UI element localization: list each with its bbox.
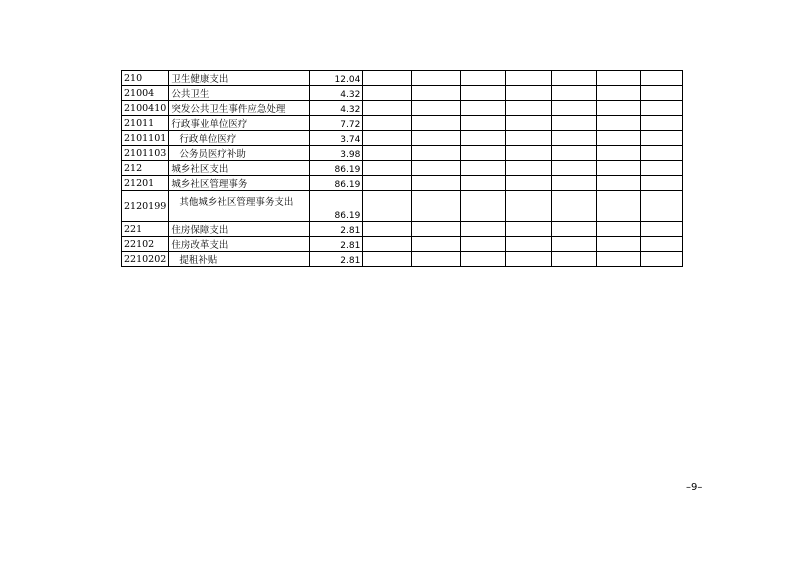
empty-cell xyxy=(461,116,506,131)
table-row xyxy=(122,116,683,131)
empty-cell xyxy=(412,101,461,116)
row-code: 221 xyxy=(122,222,169,237)
row-code: 2210202 xyxy=(122,252,169,267)
empty-cell xyxy=(461,191,506,222)
empty-cell xyxy=(597,252,641,267)
row-amount: 86.19 xyxy=(310,191,363,222)
empty-cell xyxy=(641,191,683,222)
row-name xyxy=(169,86,310,101)
empty-cell xyxy=(412,131,461,146)
table-row xyxy=(122,101,683,116)
table-row xyxy=(122,252,683,267)
row-name xyxy=(169,237,310,252)
empty-cell xyxy=(363,237,412,252)
empty-cell xyxy=(641,146,683,161)
empty-cell xyxy=(363,176,412,191)
row-code: 22102 xyxy=(122,237,169,252)
empty-cell xyxy=(597,191,641,222)
empty-cell xyxy=(597,116,641,131)
empty-cell xyxy=(363,146,412,161)
row-name-text: 住房保障支出 xyxy=(171,225,229,236)
row-amount: 4.32 xyxy=(310,101,363,116)
empty-cell xyxy=(641,222,683,237)
empty-cell xyxy=(461,86,506,101)
row-code: 212 xyxy=(122,161,169,176)
empty-cell xyxy=(412,161,461,176)
empty-cell xyxy=(552,161,597,176)
empty-cell xyxy=(597,131,641,146)
table-row xyxy=(122,237,683,252)
empty-cell xyxy=(461,131,506,146)
empty-cell xyxy=(506,86,552,101)
row-name xyxy=(169,101,310,116)
row-code: 2101103 xyxy=(122,146,169,161)
empty-cell xyxy=(552,176,597,191)
row-amount: 3.98 xyxy=(310,146,363,161)
empty-cell xyxy=(552,131,597,146)
empty-cell xyxy=(412,71,461,86)
empty-cell xyxy=(363,131,412,146)
table-row xyxy=(122,161,683,176)
empty-cell xyxy=(363,101,412,116)
empty-cell xyxy=(641,71,683,86)
table-row xyxy=(122,191,683,222)
empty-cell xyxy=(552,191,597,222)
row-code: 21201 xyxy=(122,176,169,191)
empty-cell xyxy=(412,176,461,191)
empty-cell xyxy=(412,116,461,131)
empty-cell xyxy=(552,146,597,161)
empty-cell xyxy=(506,252,552,267)
empty-cell xyxy=(597,71,641,86)
empty-cell xyxy=(641,131,683,146)
row-name xyxy=(169,191,310,222)
empty-cell xyxy=(506,237,552,252)
row-amount: 4.32 xyxy=(310,86,363,101)
empty-cell xyxy=(506,131,552,146)
row-name-text: 城乡社区管理事务 xyxy=(171,179,248,190)
empty-cell xyxy=(363,191,412,222)
row-name-text: 突发公共卫生事件应急处理 xyxy=(171,104,286,115)
row-name xyxy=(169,222,310,237)
row-amount: 2.81 xyxy=(310,252,363,267)
empty-cell xyxy=(363,161,412,176)
empty-cell xyxy=(363,86,412,101)
empty-cell xyxy=(506,146,552,161)
empty-cell xyxy=(363,222,412,237)
empty-cell xyxy=(641,86,683,101)
empty-cell xyxy=(412,222,461,237)
row-amount: 2.81 xyxy=(310,222,363,237)
row-name-text: 行政事业单位医疗 xyxy=(171,119,248,130)
empty-cell xyxy=(461,161,506,176)
empty-cell xyxy=(597,237,641,252)
empty-cell xyxy=(412,237,461,252)
table-row xyxy=(122,131,683,146)
empty-cell xyxy=(461,71,506,86)
empty-cell xyxy=(597,161,641,176)
row-name xyxy=(169,176,310,191)
table-row xyxy=(122,71,683,86)
empty-cell xyxy=(641,116,683,131)
empty-cell xyxy=(412,146,461,161)
row-name-text: 行政单位医疗 xyxy=(179,134,237,145)
empty-cell xyxy=(597,101,641,116)
row-name-text: 城乡社区支出 xyxy=(171,164,229,175)
row-amount: 2.81 xyxy=(310,237,363,252)
row-name xyxy=(169,146,310,161)
expenditure-table xyxy=(121,70,683,267)
table-row xyxy=(122,176,683,191)
row-name xyxy=(169,116,310,131)
empty-cell xyxy=(641,161,683,176)
empty-cell xyxy=(641,252,683,267)
row-code: 2101101 xyxy=(122,131,169,146)
empty-cell xyxy=(552,222,597,237)
empty-cell xyxy=(506,161,552,176)
row-name-text: 卫生健康支出 xyxy=(171,74,229,85)
row-name xyxy=(169,71,310,86)
row-code: 21004 xyxy=(122,86,169,101)
row-name-text: 其他城乡社区管理事务支出 xyxy=(179,197,294,208)
empty-cell xyxy=(552,116,597,131)
empty-cell xyxy=(461,237,506,252)
empty-cell xyxy=(597,222,641,237)
empty-cell xyxy=(552,252,597,267)
row-amount: 3.74 xyxy=(310,131,363,146)
table-row xyxy=(122,86,683,101)
empty-cell xyxy=(597,146,641,161)
row-name xyxy=(169,131,310,146)
row-name-text: 住房改革支出 xyxy=(171,240,229,251)
page-number: –9– xyxy=(686,482,703,493)
empty-cell xyxy=(506,191,552,222)
empty-cell xyxy=(412,86,461,101)
table-row xyxy=(122,222,683,237)
row-code: 2100410 xyxy=(122,101,169,116)
row-name-text: 提租补贴 xyxy=(179,255,218,266)
empty-cell xyxy=(597,86,641,101)
empty-cell xyxy=(597,176,641,191)
empty-cell xyxy=(641,237,683,252)
empty-cell xyxy=(552,237,597,252)
row-name xyxy=(169,252,310,267)
row-amount: 7.72 xyxy=(310,116,363,131)
row-amount: 86.19 xyxy=(310,176,363,191)
empty-cell xyxy=(461,146,506,161)
row-name-text: 公共卫生 xyxy=(171,89,210,100)
empty-cell xyxy=(506,176,552,191)
empty-cell xyxy=(363,71,412,86)
empty-cell xyxy=(506,116,552,131)
empty-cell xyxy=(363,116,412,131)
empty-cell xyxy=(461,101,506,116)
row-code: 21011 xyxy=(122,116,169,131)
empty-cell xyxy=(412,252,461,267)
empty-cell xyxy=(641,101,683,116)
empty-cell xyxy=(552,86,597,101)
empty-cell xyxy=(506,222,552,237)
empty-cell xyxy=(506,71,552,86)
row-code: 210 xyxy=(122,71,169,86)
empty-cell xyxy=(461,176,506,191)
table-body xyxy=(122,71,683,267)
empty-cell xyxy=(506,101,552,116)
row-name-text: 公务员医疗补助 xyxy=(179,149,246,160)
empty-cell xyxy=(641,176,683,191)
empty-cell xyxy=(552,71,597,86)
row-code: 2120199 xyxy=(122,191,169,222)
empty-cell xyxy=(363,252,412,267)
empty-cell xyxy=(552,101,597,116)
empty-cell xyxy=(461,252,506,267)
row-amount: 12.04 xyxy=(310,71,363,86)
empty-cell xyxy=(461,222,506,237)
row-name xyxy=(169,161,310,176)
table-row xyxy=(122,146,683,161)
empty-cell xyxy=(412,191,461,222)
row-amount: 86.19 xyxy=(310,161,363,176)
